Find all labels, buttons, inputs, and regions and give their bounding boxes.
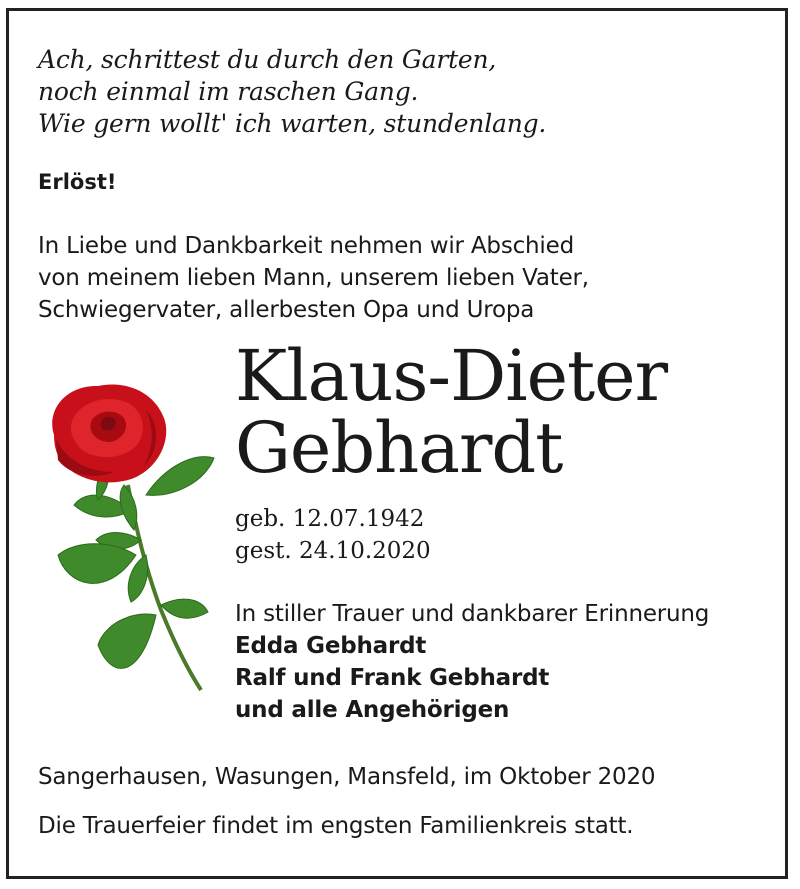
intro-line: In Liebe und Dankbarkeit nehmen wir Abschied	[38, 233, 574, 259]
place-date: Sangerhausen, Wasungen, Mansfeld, im Oktober 2020	[38, 764, 656, 790]
first-name: Klaus-Dieter	[235, 335, 668, 417]
poem-line: Wie gern wollt' ich warten, stundenlang.	[38, 109, 547, 138]
funeral-note: Die Trauerfeier findet im engsten Familienkreis statt.	[38, 813, 634, 839]
deceased-name	[235, 335, 668, 489]
birth-date: geb. 12.07.1942	[235, 506, 425, 532]
last-name: Gebhardt	[235, 407, 563, 489]
intro-line: Schwiegervater, allerbesten Opa und Uropa	[38, 297, 535, 323]
farewell-intro	[38, 230, 589, 326]
death-date: gest. 24.10.2020	[235, 538, 431, 564]
leaf-icon	[58, 457, 214, 669]
mourner-name: und alle Angehörigen	[235, 697, 510, 723]
poem	[38, 44, 546, 140]
released-heading: Erlöst!	[38, 170, 117, 194]
mourner-name: Ralf und Frank Gebhardt	[235, 665, 550, 691]
life-dates	[235, 503, 431, 567]
mourners-block	[235, 598, 709, 726]
mourners-intro: In stiller Trauer und dankbarer Erinnerung	[235, 601, 710, 627]
poem-line: noch einmal im raschen Gang.	[38, 77, 419, 106]
rose-bloom	[52, 384, 166, 482]
intro-line: von meinem lieben Mann, unserem lieben Vater,	[38, 265, 589, 291]
rose-image	[36, 380, 221, 695]
mourner-name: Edda Gebhardt	[235, 633, 427, 659]
poem-line: Ach, schrittest du durch den Garten,	[38, 45, 497, 74]
